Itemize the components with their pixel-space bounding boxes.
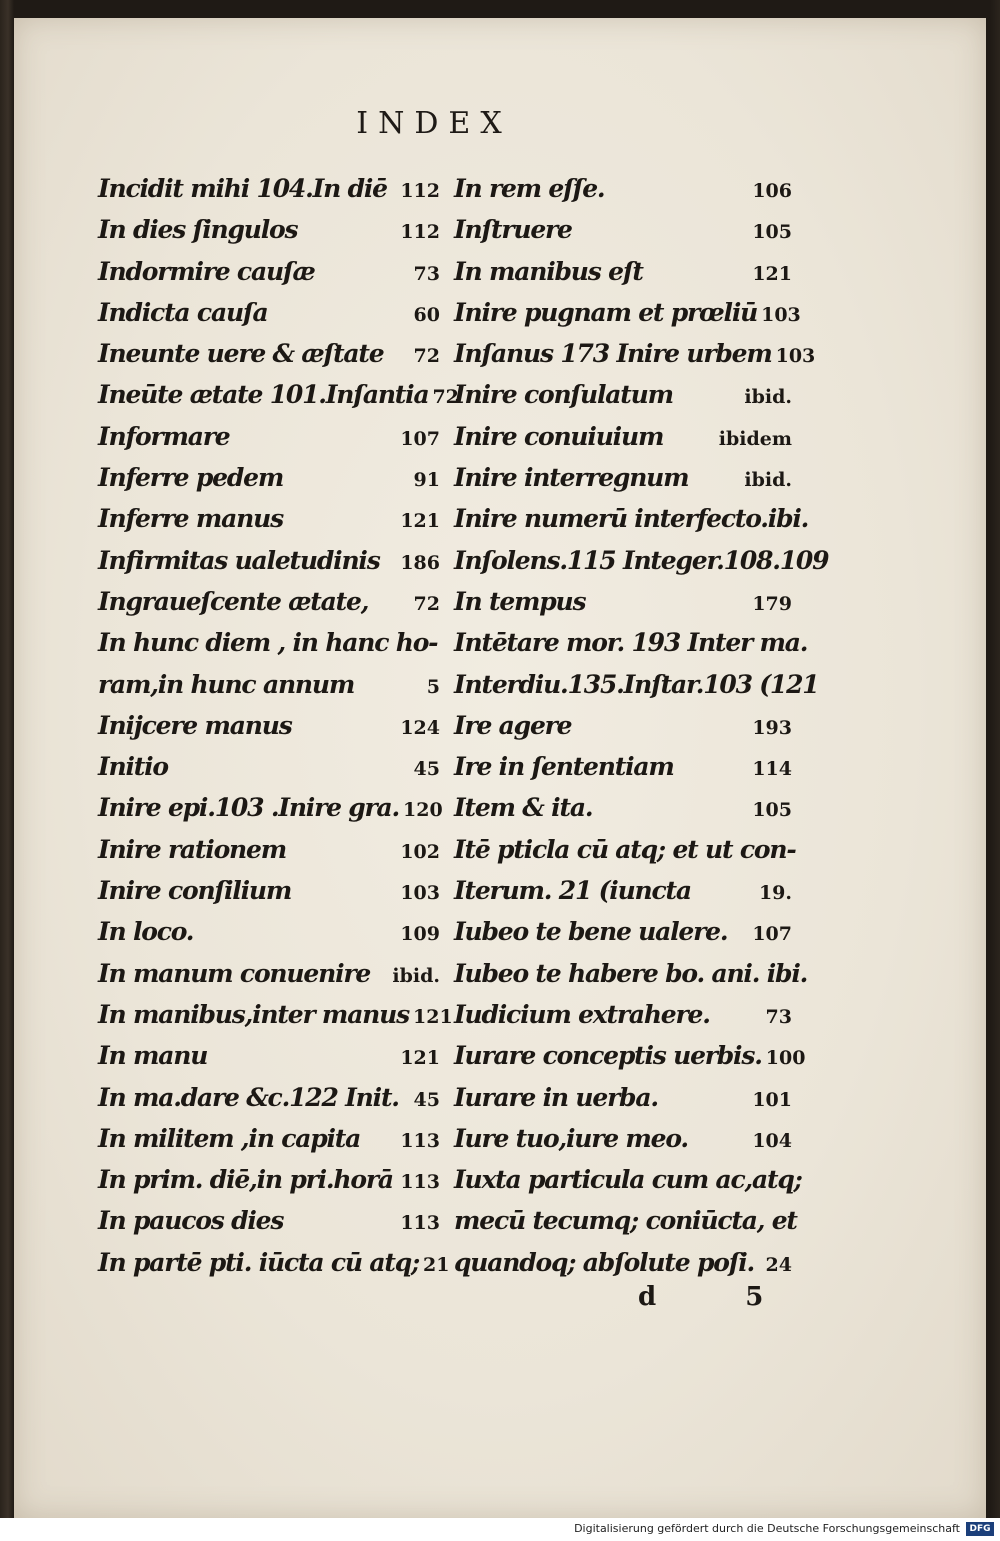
index-term: Inferre manus: [98, 504, 283, 534]
index-page-number: 73: [413, 262, 440, 285]
index-term: Iuxta particula cum ac,atq;: [454, 1165, 802, 1195]
index-term: In manum conuenire: [98, 958, 371, 988]
index-term: Iurare conceptis uerbis.: [454, 1041, 762, 1071]
index-entry: [454, 498, 809, 539]
index-term: Inſanus 173 Inire urbem: [454, 339, 772, 369]
index-entry: [98, 1077, 440, 1118]
index-page-number: 102: [400, 840, 440, 863]
index-page-number: 106: [752, 180, 792, 202]
index-term: Iudicium extrahere.: [454, 999, 710, 1029]
index-entry: [454, 664, 819, 705]
index-page-number: 72: [413, 345, 440, 368]
index-entry: [454, 1200, 797, 1241]
index-entry: [98, 1118, 440, 1159]
index-term: Ingraueſcente ætate,: [98, 586, 369, 616]
index-term: In dies ſingulos: [98, 215, 298, 245]
index-entry: [98, 829, 440, 870]
index-page-number: ibidem: [718, 427, 792, 450]
index-term: Ineūte ætate 101.Inſantia: [98, 380, 429, 410]
index-page-number: 109: [400, 923, 440, 946]
index-page-number: 100: [765, 1047, 806, 1070]
index-entry: [454, 829, 796, 870]
index-entry: [454, 416, 792, 457]
index-page-number: ibid.: [744, 386, 792, 409]
index-term: Intētare mor. 193 Inter ma.: [454, 628, 808, 658]
index-entry: [454, 1035, 806, 1076]
index-page-number: 120: [403, 799, 443, 822]
index-entry: [98, 292, 440, 333]
index-page-number: 121: [400, 510, 440, 533]
index-page-number: 45: [413, 758, 440, 781]
index-entry: [454, 746, 792, 787]
index-term: Inire conſulatum: [454, 380, 673, 410]
index-term: Itē pticla cū atq; et ut con-: [454, 834, 796, 864]
dfg-logo: DFG: [966, 1522, 994, 1536]
index-entry: [454, 1118, 792, 1159]
index-page-number: 21: [423, 1253, 450, 1276]
index-term: quandoq; abſolute poſi.: [454, 1247, 755, 1277]
index-term: In manu: [98, 1041, 208, 1071]
index-page-number: 45: [413, 1088, 440, 1111]
index-term: Infirmitas ualetudinis: [98, 545, 380, 575]
index-term: Iterum. 21 (iuncta: [454, 876, 691, 906]
index-term: Inire interregnum: [454, 463, 689, 493]
index-entry: [454, 333, 816, 374]
index-term: Item & ita.: [454, 793, 593, 823]
index-page-number: 114: [752, 758, 792, 781]
index-term: In rem eſſe.: [454, 174, 605, 203]
index-term: Iubeo te bene ualere.: [454, 917, 728, 947]
index-entry: [98, 746, 440, 787]
index-page-number: 113: [400, 1129, 440, 1152]
index-entry: [454, 994, 792, 1035]
index-page-number: 113: [400, 1212, 440, 1235]
index-page-number: 193: [752, 716, 792, 739]
index-entry: [98, 664, 440, 705]
index-term: In manibus,inter manus: [98, 999, 410, 1029]
book-page: [14, 18, 986, 1518]
index-column-left: [98, 168, 459, 1283]
funding-notice: Digitalisierung gefördert durch die Deutsche Forschungsgemeinschaft: [574, 1522, 960, 1535]
index-entry: [454, 870, 792, 911]
index-term: Ire agere: [454, 710, 572, 740]
index-entry: [98, 333, 440, 374]
index-term: In manibus eſt: [454, 256, 643, 286]
index-entry: [454, 1077, 792, 1118]
index-page-number: 107: [400, 427, 440, 450]
index-page-number: 72: [413, 592, 440, 615]
index-page-number: 105: [752, 799, 792, 822]
index-term: Informare: [98, 421, 230, 451]
page-heading: INDEX: [356, 106, 512, 141]
index-entry: [98, 1200, 440, 1241]
index-page-number: 112: [400, 180, 440, 202]
index-term: Inire conuiuium: [454, 421, 664, 451]
index-term: Iurare in uerba.: [454, 1082, 658, 1112]
index-entry: [454, 168, 792, 209]
index-entry: [98, 457, 440, 498]
index-term: mecū tecumq; coniūcta, et: [454, 1206, 797, 1236]
index-entry: [454, 622, 808, 663]
index-entry: [454, 581, 792, 622]
index-entry: [98, 870, 440, 911]
index-term: In ma.dare &c.122 Init.: [98, 1082, 399, 1112]
index-page-number: 19.: [758, 882, 792, 905]
index-entry: [98, 622, 440, 663]
index-entry: [98, 953, 440, 994]
index-term: ram,in hunc annum: [98, 669, 355, 699]
index-page-number: 72: [432, 386, 459, 409]
index-page-number: 103: [775, 345, 816, 368]
index-page-number: 112: [400, 221, 440, 244]
index-entry: [98, 209, 440, 250]
index-term: Inſolens.115 Integer.108.109: [454, 545, 829, 575]
index-entry: [98, 251, 440, 292]
index-entry: [454, 209, 792, 250]
index-term: In prim. diē,in pri.horā: [98, 1165, 393, 1195]
index-page-number: 73: [765, 1005, 792, 1028]
index-page-number: 186: [400, 551, 440, 574]
index-page-number: 179: [752, 592, 792, 615]
index-term: Iure tuo,iure meo.: [454, 1123, 688, 1153]
index-entry: [454, 292, 801, 333]
index-entry: [98, 1242, 450, 1283]
index-term: Indicta cauſa: [98, 297, 268, 327]
index-term: Inferre pedem: [98, 463, 284, 493]
index-page-number: 5: [426, 675, 440, 698]
index-column-right: [454, 168, 829, 1283]
index-entry: [98, 540, 440, 581]
index-entry: [98, 1035, 440, 1076]
index-entry: [98, 374, 459, 415]
index-page-number: 24: [765, 1253, 792, 1276]
index-entry: [98, 705, 440, 746]
index-entry: [98, 498, 440, 539]
index-term: Incidit mihi 104.In diē: [98, 174, 387, 203]
index-page-number: 104: [752, 1129, 792, 1152]
index-term: Inire pugnam et prœliū: [454, 297, 758, 327]
index-entry: [98, 416, 440, 457]
index-entry: [454, 705, 792, 746]
index-term: Ire in ſententiam: [454, 752, 674, 782]
index-term: Initio: [98, 752, 168, 782]
index-entry: [454, 1242, 792, 1283]
index-term: In partē pti. iūcta cū atq;: [98, 1247, 420, 1277]
index-page-number: 60: [413, 303, 440, 326]
index-entry: [98, 168, 440, 209]
index-term: Inire conſilium: [98, 876, 292, 906]
index-term: Interdiu.135.Inſtar.103 (121: [454, 669, 819, 699]
index-page-number: 107: [752, 923, 792, 946]
index-entry: [454, 374, 792, 415]
index-term: Iubeo te habere bo. ani. ibi.: [454, 958, 808, 988]
index-page-number: 121: [752, 262, 792, 285]
index-entry: [454, 457, 792, 498]
index-entry: [454, 1159, 802, 1200]
index-page-number: ibid.: [392, 964, 440, 987]
footer-bar: [0, 1518, 1000, 1541]
index-entry: [98, 787, 443, 828]
index-entry: [98, 911, 440, 952]
index-term: In militem ,in capita: [98, 1123, 361, 1153]
index-page-number: 113: [400, 1171, 440, 1194]
index-entry: [98, 994, 453, 1035]
index-term: Inire rationem: [98, 834, 286, 864]
index-term: Inijcere manus: [98, 710, 292, 740]
index-entry: [98, 1159, 440, 1200]
index-term: In loco.: [98, 917, 194, 947]
index-entry: [454, 787, 792, 828]
index-term: In tempus: [454, 586, 586, 616]
index-page-number: 121: [400, 1047, 440, 1070]
index-term: Inſtruere: [454, 215, 572, 245]
index-term: Ineunte uere & æſtate: [98, 339, 384, 369]
index-entry: [454, 540, 829, 581]
index-term: In paucos dies: [98, 1206, 284, 1236]
index-page-number: 103: [761, 303, 801, 326]
signature-mark: d 5: [638, 1282, 804, 1312]
index-page-number: 103: [400, 882, 440, 905]
index-page-number: 121: [413, 1005, 453, 1028]
index-entry: [454, 911, 792, 952]
index-page-number: 91: [413, 469, 440, 492]
index-page-number: 124: [400, 716, 440, 739]
index-entry: [454, 953, 808, 994]
index-page-number: 101: [752, 1088, 792, 1111]
index-entry: [98, 581, 440, 622]
index-term: Inire epi.103 .Inire gra.: [98, 793, 400, 823]
index-term: Indormire cauſæ: [98, 256, 315, 286]
index-entry: [454, 251, 792, 292]
index-term: Inire numerū interfecto.ibi.: [454, 504, 809, 534]
index-page-number: ibid.: [744, 469, 792, 492]
index-page-number: 105: [752, 221, 792, 244]
index-term: In hunc diem , in hanc ho-: [98, 628, 438, 658]
